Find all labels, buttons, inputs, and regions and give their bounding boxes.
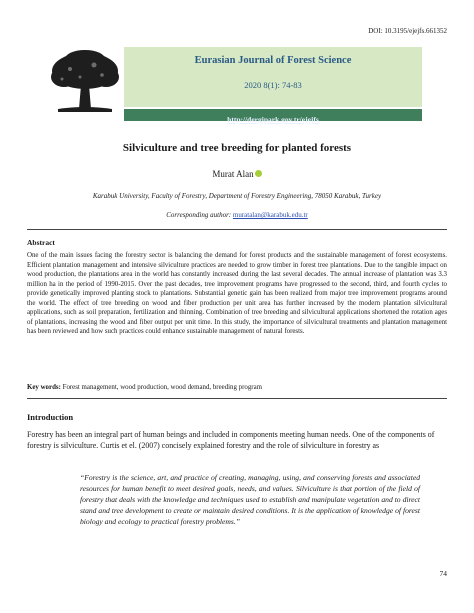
orcid-icon[interactable] — [255, 170, 262, 177]
author-line — [0, 169, 474, 179]
abstract-body: One of the main issues facing the forestry sector is balancing the demand for forest products and the sustainable management of forest ecosystems. Efficient plantation management and intensive silviculture practices are needed to grow timber in forest tree plantations. Due to the tangible impact on wood production, the plantations area in the world has constantly increased during the last several decades. The annual increase of plantation was 3.3 million ha in the period of 1990-2015. Over the past decades, tree improvement programs have progressed to the second, third, and fourth cycles to provide genetically improved planting stock to plantations. Substantial genetic gain has been realized from major tree improvement programs around the world. The effect of tree breeding on wood and fiber production per unit area has further increased by the modern plantation silvicultural applications, such as soil preparation, fertilization and thinning. Combination of tree breeding and silvicultural applications shortened the rotation ages of plantations, increasing the wood and fiber output per unit time. In this study, the importance of silvicultural treatments and plantation management has been reviewed and how such practices could enhance sustainable management of natural forests. — [27, 252, 447, 335]
journal-url-link[interactable]: http://dergipark.gov.tr/ejejfs — [227, 115, 319, 124]
abstract-heading: Abstract — [27, 238, 55, 247]
article-title: Silviculture and tree breeding for planted forests — [122, 142, 352, 154]
introduction-quote: “Forestry is the science, art, and practice of creating, managing, using, and conserving forests and associated resources for human benefit to meet desired goals, needs, and values. Silviculture is that portion of the field of forestry that deals with the knowledge and techniques used to establish and manipulate vegetation and to direct stand and tree development to create or maintain desired conditions. It is the application of knowledge of forest biology and ecology to practical forestry problems.” — [80, 473, 420, 526]
keywords-label: Key words: — [27, 384, 61, 391]
journal-volume: 2020 8(1): 74-83 — [244, 80, 302, 90]
divider-bottom — [27, 398, 447, 399]
journal-url-bar — [124, 109, 422, 124]
page-number: 74 — [439, 569, 447, 578]
tree-logo-icon — [50, 49, 120, 115]
journal-header — [50, 47, 422, 125]
introduction-heading: Introduction — [27, 412, 74, 422]
keywords-text: Forest management, wood production, wood demand, breeding program — [62, 384, 263, 391]
divider-top — [27, 229, 447, 230]
corresponding-author-line — [0, 211, 474, 219]
journal-title-box — [124, 47, 422, 107]
corresponding-email-link[interactable]: muratalan@karabuk.edu.tr — [232, 211, 308, 219]
keywords-line — [27, 384, 447, 391]
author-name: Murat Alan — [212, 169, 254, 179]
introduction-body: Forestry has been an integral part of human beings and included in components meeting human needs. One of the components of forestry is silviculture. Curtis et el. (2007) concisely explained forestry and the role of silviculture in forestry as — [27, 430, 435, 450]
journal-title: Eurasian Journal of Forest Science — [194, 55, 352, 66]
corresponding-label: Corresponding author: — [166, 211, 232, 219]
doi-label: DOI: 10.3195/ejejfs.661352 — [368, 27, 447, 35]
affiliation: Karabuk University, Faculty of Forestry, Department of Forestry Engineering, 78050 Karabuk, Turkey — [92, 192, 382, 200]
